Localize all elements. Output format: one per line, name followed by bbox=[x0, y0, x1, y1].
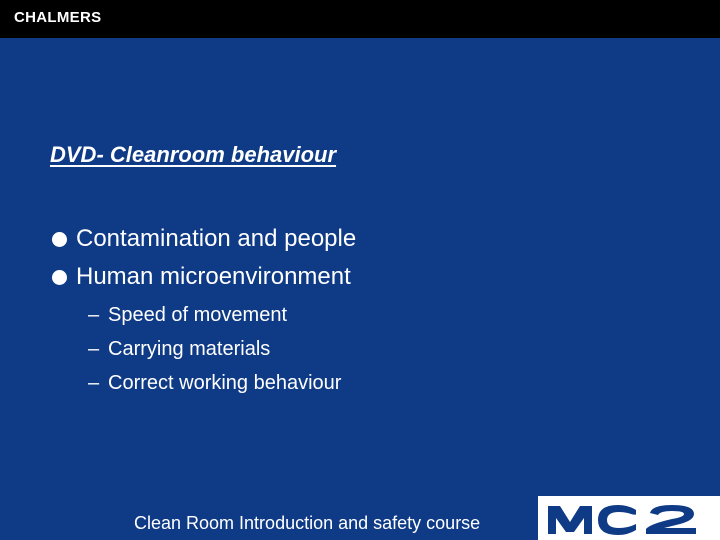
sub-bullet-item bbox=[88, 366, 341, 400]
top-bar bbox=[0, 0, 720, 38]
bullet-text: Human microenvironment bbox=[76, 263, 351, 290]
slide-title: DVD- Cleanroom behaviour bbox=[50, 142, 337, 167]
dash-icon: – bbox=[88, 304, 100, 326]
sub-bullet-item bbox=[88, 298, 341, 332]
bullet-list bbox=[52, 220, 356, 296]
bullet-dot-icon bbox=[52, 270, 67, 285]
sub-bullet-text: Speed of movement bbox=[108, 304, 287, 326]
footer-text: Clean Room Introduction and safety course bbox=[134, 513, 481, 533]
chalmers-logo: CHALMERS bbox=[14, 9, 102, 26]
sub-bullet-item bbox=[88, 332, 341, 366]
sub-bullet-text: Correct working behaviour bbox=[108, 372, 342, 394]
bullet-text: Contamination and people bbox=[76, 225, 357, 252]
mc2-logo bbox=[538, 496, 720, 540]
sub-bullet-text: Carrying materials bbox=[108, 338, 271, 360]
bullet-dot-icon bbox=[52, 232, 67, 247]
mc2-logo-icon bbox=[538, 496, 720, 540]
bullet-item bbox=[52, 258, 356, 296]
sub-bullet-list bbox=[88, 298, 341, 400]
dash-icon: – bbox=[88, 338, 100, 360]
bullet-item bbox=[52, 220, 356, 258]
dash-icon: – bbox=[88, 372, 100, 394]
